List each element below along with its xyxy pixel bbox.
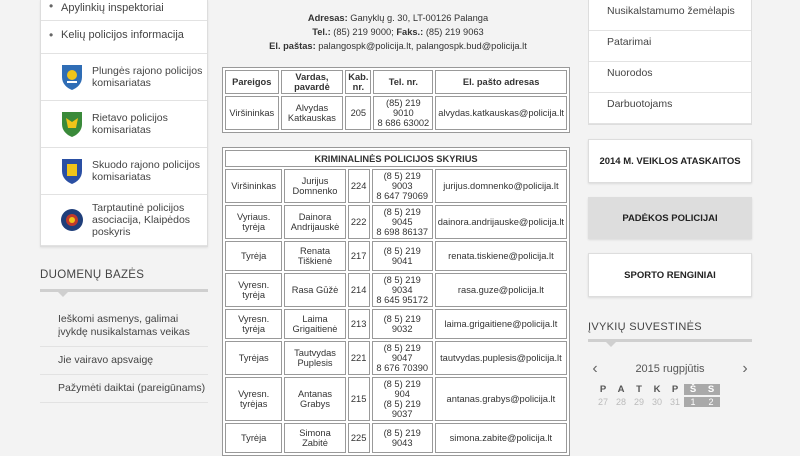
email-label: El. paštas: [269,41,316,51]
address-value: Ganyklų g. 30, LT-00126 Palanga [350,13,489,23]
sub-item-plunges[interactable] [41,54,207,101]
weekday-label: A [617,384,625,395]
menu-item-crime-map[interactable]: Nusikalstamumo žemėlapis [589,0,751,31]
calendar-weekdays [588,384,752,395]
rietavas-coat-of-arms-icon [59,109,85,139]
cell-email[interactable]: laima.grigaitiene@policija.lt [435,309,567,339]
table-row [225,341,567,375]
menu-item-label: Kelių policijos informacija [61,29,184,41]
address-line [222,11,574,25]
table-row [225,273,567,307]
table-row [225,423,567,453]
calendar-day[interactable]: 31 [669,397,680,407]
cell-email[interactable]: dainora.andrijauske@policija.lt [435,205,567,239]
cell-position: Tyrėja [225,423,282,453]
sub-item-label: Rietavo policijos komisariatas [92,112,168,136]
cell-name: Simona Zabitė [284,423,345,453]
column-header: Pareigos [225,70,279,94]
cell-phone: (8 5) 219 9041 [372,241,433,271]
menu-item-apylinkiu-inspektoriai[interactable] [41,0,207,21]
cell-phone: (8 5) 219 904 (8 5) 219 9037 [372,377,433,421]
calendar-day[interactable]: 2 [702,397,720,407]
bullet-icon: • [49,28,54,42]
table-row [225,241,567,271]
criminal-police-table [222,147,570,456]
cell-room: 214 [348,273,370,307]
database-link[interactable]: Jie vairavo apsvaigę [40,347,208,375]
calendar-month: 2015 rugpjūtis [635,363,705,375]
weekday-label: Š [684,384,702,395]
cell-email[interactable]: alvydas.katkauskas@policija.lt [435,96,567,130]
table-title: KRIMINALINĖS POLICIJOS SKYRIUS [225,150,567,167]
cell-phone: (8 5) 219 9034 8 645 95172 [372,273,433,307]
table-row [225,377,567,421]
sub-item-rietavo[interactable] [41,101,207,148]
fax-value: (85) 219 9063 [425,27,484,37]
cell-phone: (8 5) 219 9032 [372,309,433,339]
cell-name: Dainora Andrijauskė [284,205,345,239]
cell-name: Laima Grigaitienė [284,309,345,339]
phone-line [222,25,574,39]
weekday-label: P [671,384,679,395]
sub-item-label: Tarptautinė policijos asociacija, Klaipėdos poskyris [92,202,191,238]
heading-pointer-icon [606,342,616,347]
cell-phone: (8 5) 219 9003 8 647 79069 [372,169,433,203]
cell-position: Tyrėjas [225,341,282,375]
weekday-label: K [653,384,661,395]
calendar-header [588,360,752,378]
reports-banner-button[interactable]: 2014 M. VEIKLOS ATASKAITOS [588,139,752,183]
column-header: Kab. nr. [345,70,371,94]
databases-heading [40,269,208,292]
cell-name: Alvydas Katkauskas [281,96,344,130]
cell-room: 221 [348,341,370,375]
cell-name: Rasa Gūžė [284,273,345,307]
chevron-left-icon[interactable]: ‹ [592,360,598,377]
email-line [222,39,574,53]
ipa-emblem-icon [59,205,85,235]
table-title-row [225,150,567,167]
contact-block [222,11,574,53]
left-sidebar [40,0,208,403]
fax-label: Faks.: [396,27,424,37]
cell-phone: (8 5) 219 9047 8 676 70390 [372,341,433,375]
cell-room: 222 [348,205,370,239]
events-heading-text: ĮVYKIŲ SUVESTINĖS [588,321,702,333]
cell-position: Viršininkas [225,169,282,203]
heading-pointer-icon [58,292,68,297]
plunge-coat-of-arms-icon [59,62,85,92]
table-row [225,205,567,239]
database-link[interactable]: Pažymėti daiktai (pareigūnams) [40,375,208,403]
cell-position: Vyresn. tyrėja [225,309,282,339]
cell-room: 213 [348,309,370,339]
cell-email[interactable]: antanas.grabys@policija.lt [435,377,567,421]
cell-room: 224 [348,169,370,203]
cell-name: Renata Tiškienė [284,241,345,271]
cell-room: 225 [348,423,370,453]
databases-heading-text: DUOMENŲ BAZĖS [40,269,145,281]
address-label: Adresas: [307,13,348,23]
menu-item-employees[interactable]: Darbuotojams [589,93,751,124]
weekday-label: P [599,384,607,395]
cell-email[interactable]: simona.zabite@policija.lt [435,423,567,453]
calendar-week-row [588,397,752,407]
cell-name: Tautvydas Puplesis [284,341,345,375]
quick-links-menu [588,0,752,125]
skuodas-coat-of-arms-icon [59,156,85,186]
cell-phone: (8 5) 219 9043 [372,423,433,453]
chief-table [222,67,570,133]
table-row [225,309,567,339]
table-row [225,169,567,203]
bullet-icon: • [49,0,54,13]
column-header: Tel. nr. [373,70,433,94]
column-header: El. pašto adresas [435,70,567,94]
cell-email[interactable]: renata.tiskiene@policija.lt [435,241,567,271]
cell-position: Vyresn. tyrėja [225,273,282,307]
thanks-police-banner-button[interactable]: PADĖKOS POLICIJAI [588,197,752,239]
cell-name: Antanas Grabys [284,377,345,421]
menu-item-label: Apylinkių inspektoriai [61,2,164,14]
table-row [225,96,567,130]
tel-label: Tel.: [312,27,331,37]
sub-item-label: Plungės rajono policijos komisariatas [92,65,203,89]
calendar-day[interactable]: 28 [615,397,626,407]
sub-item-tarptautine[interactable] [41,195,207,246]
subnav-menu [40,0,208,247]
sub-item-label: Skuodo rajono policijos komisariatas [92,159,200,183]
cell-email[interactable]: jurijus.domnenko@policija.lt [435,169,567,203]
main-content [222,0,574,456]
cell-position: Tyrėja [225,241,282,271]
cell-email[interactable]: rasa.guze@policija.lt [435,273,567,307]
menu-item-keliu-policija[interactable] [41,21,207,54]
table-body [225,169,567,453]
cell-room: 217 [348,241,370,271]
calendar-day[interactable]: 1 [684,397,702,407]
cell-phone: (85) 219 9010 8 686 63002 [373,96,433,130]
calendar-day[interactable]: 30 [651,397,662,407]
cell-position: Vyresn. tyrėjas [225,377,282,421]
cell-room: 205 [345,96,371,130]
tel-value: (85) 219 9000; [333,27,394,37]
chevron-right-icon[interactable]: › [742,360,748,377]
sports-events-banner-button[interactable]: SPORTO RENGINIAI [588,253,752,297]
cell-phone: (8 5) 219 9045 8 698 86137 [372,205,433,239]
cell-email[interactable]: tautvydas.puplesis@policija.lt [435,341,567,375]
calendar-day[interactable]: 27 [597,397,608,407]
events-heading [588,321,752,342]
databases-link-list [40,306,208,403]
sub-item-skuodo[interactable] [41,148,207,195]
calendar-day[interactable]: 29 [633,397,644,407]
column-header: Vardas, pavardė [281,70,344,94]
cell-name: Jurijus Domnenko [284,169,345,203]
cell-room: 215 [348,377,370,421]
email-value[interactable]: palangospk@policija.lt, palangospk.bud@policija.lt [318,41,527,51]
right-sidebar [588,0,752,407]
database-link[interactable]: Ieškomi asmenys, galimai įvykdę nusikalstamas veikas [40,306,208,347]
cell-position: Viršininkas [225,96,279,130]
menu-item-links[interactable]: Nuorodos [589,62,751,93]
weekday-label: T [636,384,642,395]
table-header-row [225,70,567,94]
cell-position: Vyriaus. tyrėja [225,205,282,239]
weekday-label: S [702,384,720,395]
menu-item-tips[interactable]: Patarimai [589,31,751,62]
